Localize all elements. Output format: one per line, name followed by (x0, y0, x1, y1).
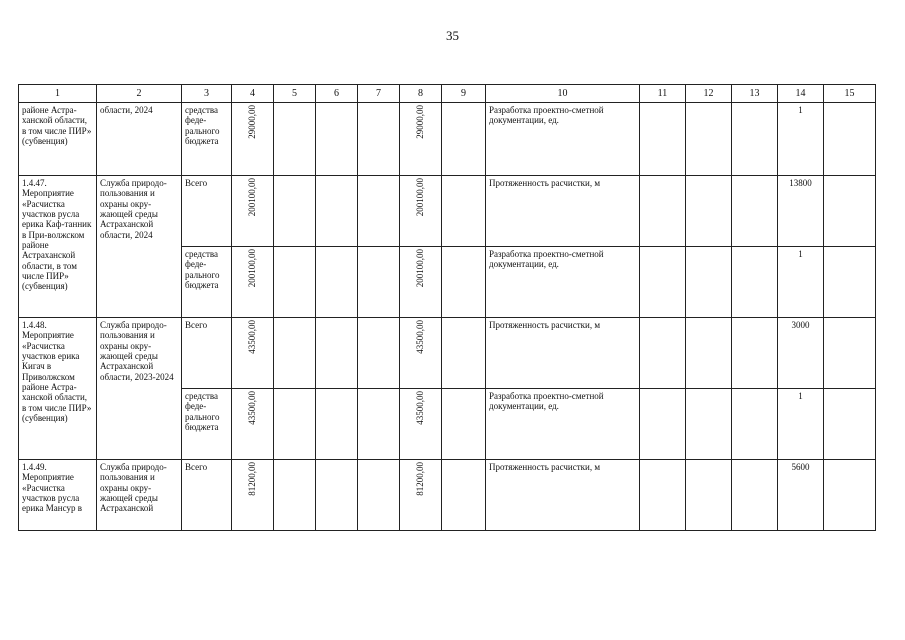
amount-col6 (316, 389, 358, 460)
value-col15 (824, 176, 876, 247)
amount-col7 (358, 318, 400, 389)
amount-total: 200100,00 (232, 247, 274, 318)
funding-source: Всего (182, 176, 232, 247)
amount-col8: 43500,00 (400, 318, 442, 389)
value-col13 (732, 247, 778, 318)
value-col11 (640, 389, 686, 460)
value-col14: 5600 (778, 460, 824, 531)
col-header-11: 11 (640, 85, 686, 103)
executor: Служба природо-пользования и охраны окру-жающей среды Астраханской области, 2023-2024 (97, 318, 182, 460)
amount-col9 (442, 460, 486, 531)
amount-col6 (316, 176, 358, 247)
col-header-9: 9 (442, 85, 486, 103)
amount-col9 (442, 318, 486, 389)
amount-col8: 200100,00 (400, 176, 442, 247)
measure-name: 1.4.48. Мероприятие «Расчистка участков ерика Кигач в Приволжском районе Астра-ханской области, в том числе ПИР» (субвенция) (19, 318, 97, 460)
value-col11 (640, 318, 686, 389)
col-header-5: 5 (274, 85, 316, 103)
value-col14: 3000 (778, 318, 824, 389)
amount-total: 43500,00 (232, 389, 274, 460)
col-header-3: 3 (182, 85, 232, 103)
value-col15 (824, 460, 876, 531)
table-row (19, 176, 876, 247)
measure-name: 1.4.47. Мероприятие «Расчистка участков русла ерика Каф-танник в При-волжском районе Астраханской области, в том числе ПИР» (субвенция) (19, 176, 97, 318)
col-header-6: 6 (316, 85, 358, 103)
funding-source: средства феде-рального бюджета (182, 389, 232, 460)
amount-col7 (358, 176, 400, 247)
amount-total: 29000,00 (232, 103, 274, 176)
amount-col5 (274, 176, 316, 247)
amount-col6 (316, 460, 358, 531)
value-col15 (824, 318, 876, 389)
value-col12 (686, 103, 732, 176)
amount-col7 (358, 103, 400, 176)
value-col11 (640, 176, 686, 247)
col-header-2: 2 (97, 85, 182, 103)
col-header-15: 15 (824, 85, 876, 103)
indicator-name: Протяженность расчистки, м (486, 176, 640, 247)
value-col11 (640, 103, 686, 176)
indicator-name: Разработка проектно-сметной документации, ед. (486, 389, 640, 460)
amount-col8: 43500,00 (400, 389, 442, 460)
value-col14: 13800 (778, 176, 824, 247)
table-row (19, 460, 876, 531)
amount-total: 81200,00 (232, 460, 274, 531)
funding-source: средства феде-рального бюджета (182, 103, 232, 176)
page-number: 35 (446, 28, 459, 43)
value-col15 (824, 103, 876, 176)
value-col11 (640, 247, 686, 318)
value-col13 (732, 389, 778, 460)
amount-col5 (274, 460, 316, 531)
amount-col6 (316, 103, 358, 176)
amount-col5 (274, 247, 316, 318)
amount-col5 (274, 318, 316, 389)
value-col12 (686, 247, 732, 318)
value-col13 (732, 318, 778, 389)
value-col14: 1 (778, 389, 824, 460)
value-col14: 1 (778, 247, 824, 318)
table-row (19, 318, 876, 389)
measure-name: районе Астра-ханской области, в том числе ПИР» (субвенция) (19, 103, 97, 176)
col-header-14: 14 (778, 85, 824, 103)
value-col13 (732, 460, 778, 531)
amount-col7 (358, 460, 400, 531)
col-header-10: 10 (486, 85, 640, 103)
indicator-name: Протяженность расчистки, м (486, 318, 640, 389)
funding-source: Всего (182, 460, 232, 531)
executor: Служба природо-пользования и охраны окру-жающей среды Астраханской области, 2024 (97, 176, 182, 318)
amount-col6 (316, 318, 358, 389)
amount-col7 (358, 247, 400, 318)
funding-source: Всего (182, 318, 232, 389)
amount-col5 (274, 389, 316, 460)
value-col15 (824, 247, 876, 318)
value-col12 (686, 389, 732, 460)
table-row (19, 103, 876, 176)
executor: Служба природо-пользования и охраны окру-жающей среды Астраханской (97, 460, 182, 531)
value-col12 (686, 176, 732, 247)
amount-col5 (274, 103, 316, 176)
indicator-name: Разработка проектно-сметной документации, ед. (486, 247, 640, 318)
amount-col8: 81200,00 (400, 460, 442, 531)
executor: области, 2024 (97, 103, 182, 176)
amount-col7 (358, 389, 400, 460)
col-header-8: 8 (400, 85, 442, 103)
amount-col8: 29000,00 (400, 103, 442, 176)
amount-total: 200100,00 (232, 176, 274, 247)
value-col14: 1 (778, 103, 824, 176)
amount-col6 (316, 247, 358, 318)
value-col13 (732, 176, 778, 247)
col-header-4: 4 (232, 85, 274, 103)
amount-col9 (442, 176, 486, 247)
indicator-name: Протяженность расчистки, м (486, 460, 640, 531)
amount-col9 (442, 389, 486, 460)
col-header-1: 1 (19, 85, 97, 103)
indicator-name: Разработка проектно-сметной документации, ед. (486, 103, 640, 176)
funding-source: средства феде-рального бюджета (182, 247, 232, 318)
value-col12 (686, 318, 732, 389)
amount-col9 (442, 247, 486, 318)
col-header-13: 13 (732, 85, 778, 103)
measure-name: 1.4.49. Мероприятие «Расчистка участков русла ерика Мансур в (19, 460, 97, 531)
column-header-row (19, 85, 876, 103)
value-col13 (732, 103, 778, 176)
value-col11 (640, 460, 686, 531)
amount-col8: 200100,00 (400, 247, 442, 318)
col-header-12: 12 (686, 85, 732, 103)
amount-total: 43500,00 (232, 318, 274, 389)
value-col15 (824, 389, 876, 460)
amount-col9 (442, 103, 486, 176)
measures-table (18, 84, 876, 531)
col-header-7: 7 (358, 85, 400, 103)
value-col12 (686, 460, 732, 531)
